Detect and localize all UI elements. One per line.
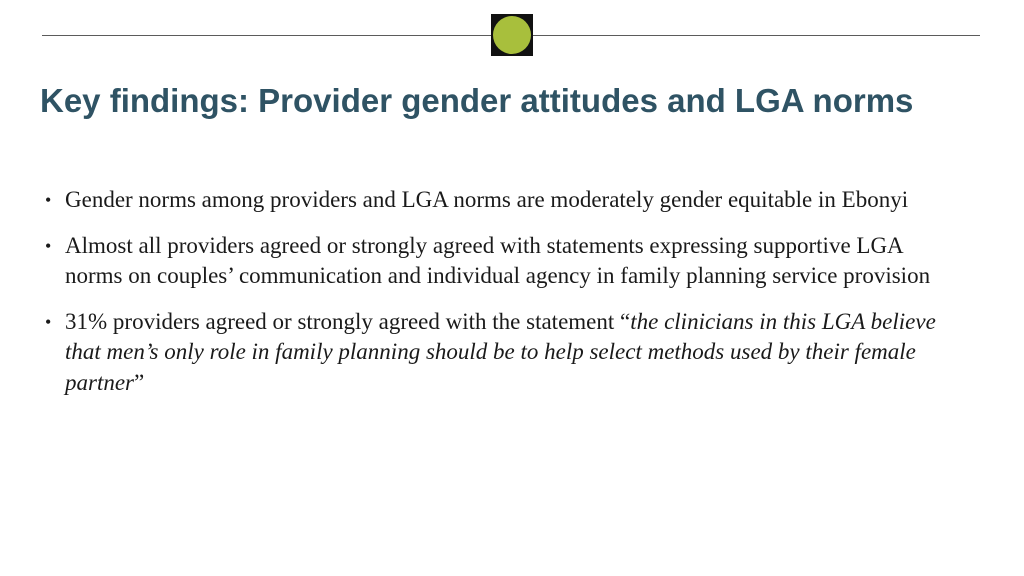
- bullet-text-closing-quote: ”: [134, 369, 145, 395]
- slide-badge: [491, 14, 533, 56]
- green-circle-icon: [493, 16, 531, 54]
- bullet-list: [45, 185, 945, 413]
- bullet-item: [45, 231, 945, 292]
- bullet-item: [45, 185, 945, 216]
- bullet-item: [45, 307, 945, 399]
- bullet-text: Gender norms among providers and LGA norms are moderately gender equitable in Ebonyi: [65, 187, 909, 212]
- slide-title: Key findings: Provider gender attitudes and LGA norms: [40, 82, 914, 119]
- bullet-text: 31% providers agreed or strongly agreed with the statement “: [65, 308, 631, 334]
- bullet-quote: the clinicians in this LGA believe that men’s only role in family planning should be to help select methods used by their female partner: [65, 308, 936, 395]
- bullet-text: Almost all providers agreed or strongly agreed with statements expressing supportive LGA norms on couples’ communication and individual agency in family planning service provision: [65, 232, 931, 288]
